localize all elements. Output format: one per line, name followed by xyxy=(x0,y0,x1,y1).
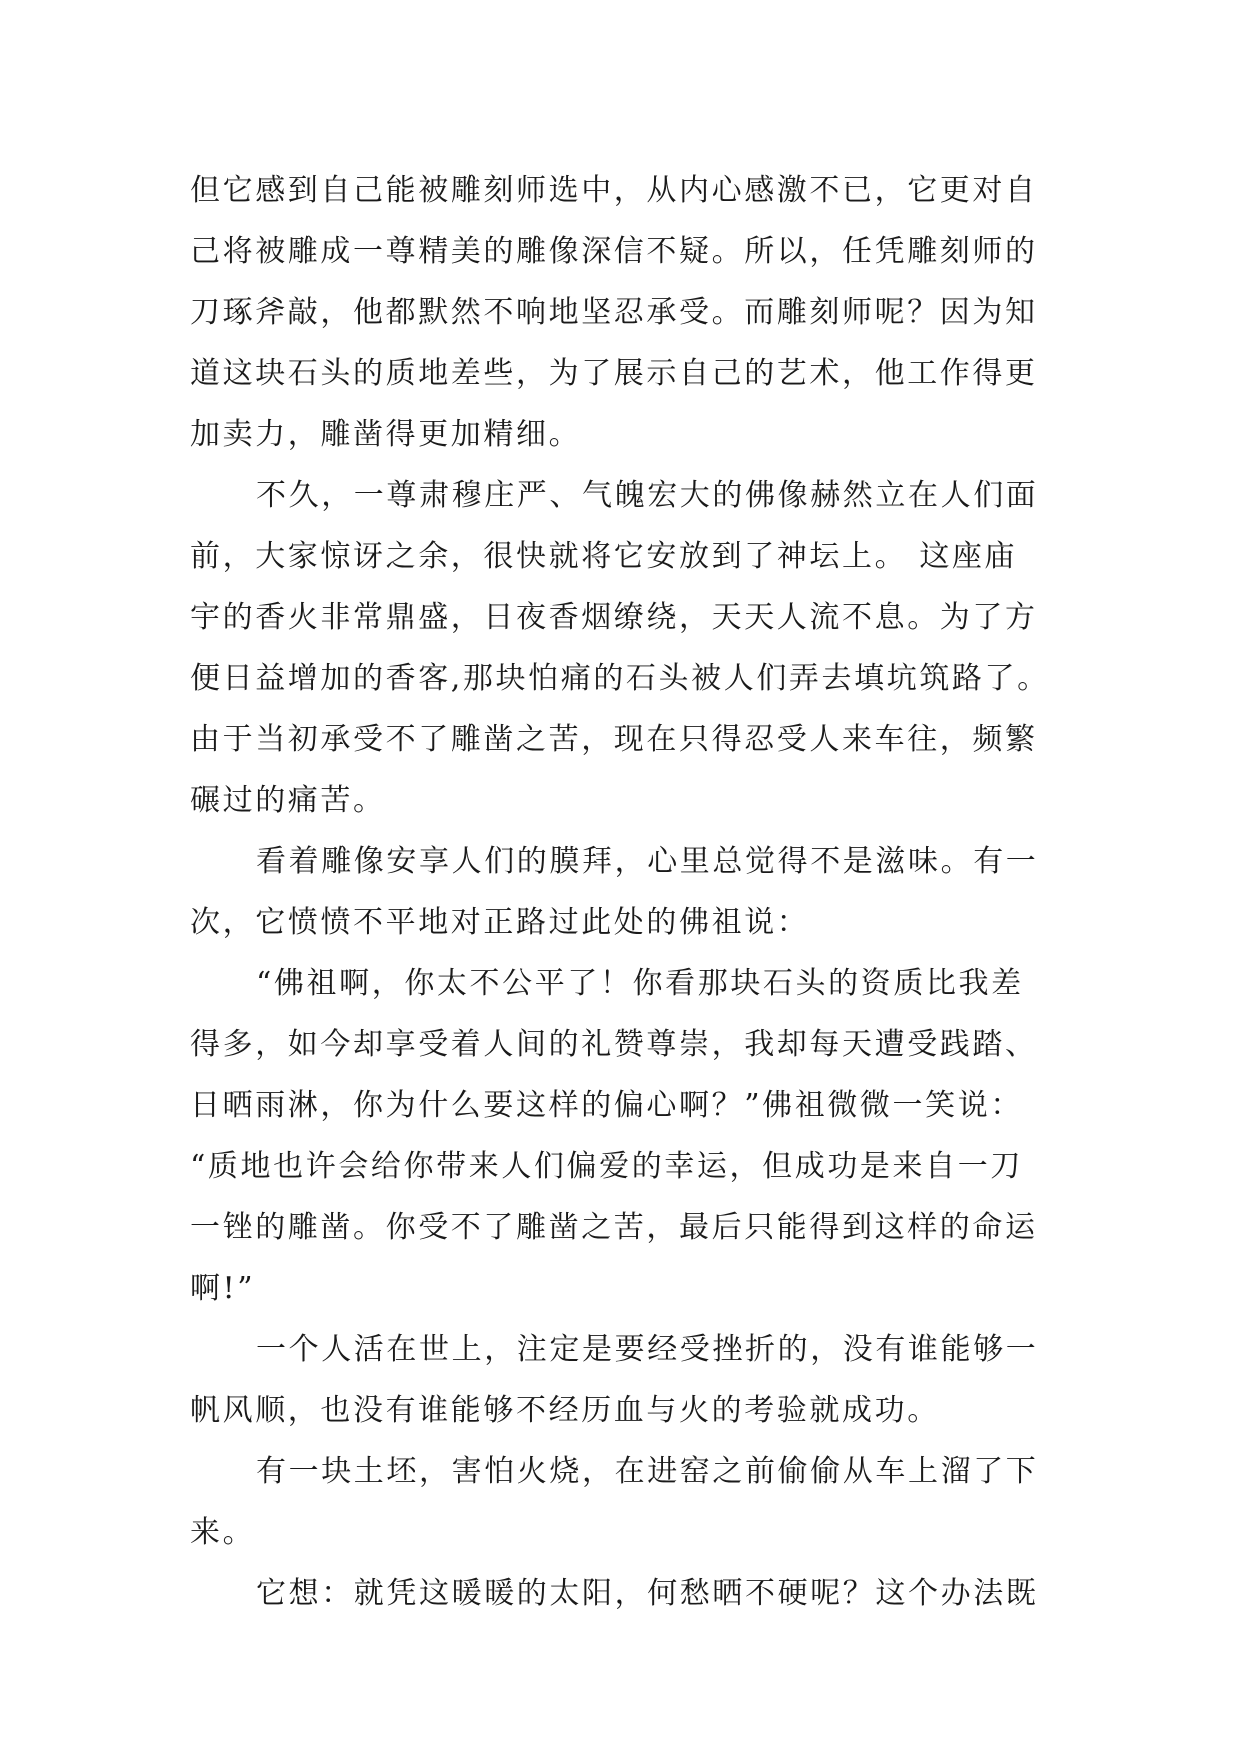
text-line: 刀琢斧敲，他都默然不响地坚忍承受。而雕刻师呢？因为知 xyxy=(190,295,1038,330)
text-line: 得多，如今却享受着人间的礼赞尊崇，我却每天遭受践踏、 xyxy=(190,1027,1038,1062)
text-line: 己将被雕成一尊精美的雕像深信不疑。所以，任凭雕刻师的 xyxy=(190,234,1038,269)
text-line: 便日益增加的香客,那块怕痛的石头被人们弄去填坑筑路了。 xyxy=(190,661,1050,696)
text-line: 次，它愤愤不平地对正路过此处的佛祖说： xyxy=(190,905,810,940)
text-line: 道这块石头的质地差些，为了展示自己的艺术，他工作得更 xyxy=(190,356,1038,391)
text-line: 看着雕像安享人们的膜拜，心里总觉得不是滋味。有一 xyxy=(256,844,1039,879)
text-line: 加卖力，雕凿得更加精细。 xyxy=(190,417,582,452)
text-line: 由于当初承受不了雕凿之苦，现在只得忍受人来车往，频繁 xyxy=(190,722,1038,757)
text-line: 有一块土坯，害怕火烧，在进窑之前偷偷从车上溜了下 xyxy=(256,1454,1039,1489)
text-line: 来。 xyxy=(190,1515,256,1550)
text-line: 一个人活在世上，注定是要经受挫折的，没有谁能够一 xyxy=(256,1332,1039,1367)
text-line: “质地也许会给你带来人们偏爱的幸运，但成功是来自一刀 xyxy=(190,1149,1023,1184)
text-line: 一锉的雕凿。你受不了雕凿之苦，最后只能得到这样的命运 xyxy=(190,1210,1038,1245)
text-line: 前，大家惊讶之余，很快就将它安放到了神坛上。 这座庙 xyxy=(190,539,1018,574)
text-line: 但它感到自己能被雕刻师选中，从内心感激不已，它更对自 xyxy=(190,173,1038,208)
text-line: “佛祖啊，你太不公平了！你看那块石头的资质比我差 xyxy=(256,966,1024,1001)
text-line: 日晒雨淋，你为什么要这样的偏心啊？”佛祖微微一笑说： xyxy=(190,1088,1023,1123)
text-line: 啊!” xyxy=(190,1271,256,1306)
text-line: 不久，一尊肃穆庄严、气魄宏大的佛像赫然立在人们面 xyxy=(256,478,1039,513)
document-body xyxy=(190,160,1060,1624)
text-line: 碾过的痛苦。 xyxy=(190,783,386,818)
text-line: 宇的香火非常鼎盛，日夜香烟缭绕，天天人流不息。为了方 xyxy=(190,600,1038,635)
text-line: 它想：就凭这暖暖的太阳，何愁晒不硬呢？这个办法既 xyxy=(256,1576,1039,1611)
text-line: 帆风顺，也没有谁能够不经历血与火的考验就成功。 xyxy=(190,1393,940,1428)
